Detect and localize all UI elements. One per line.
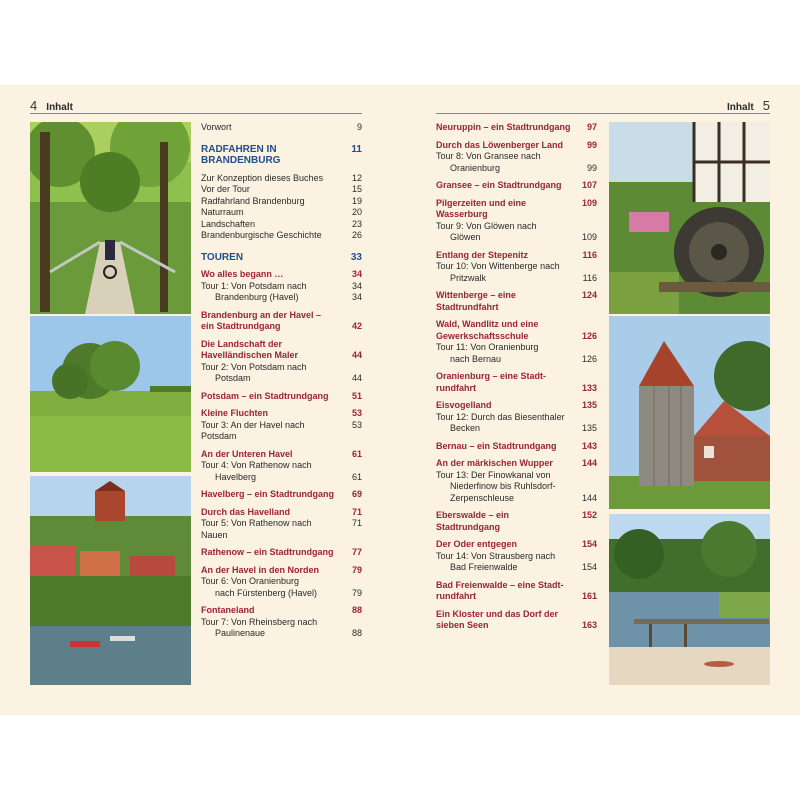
right-page bbox=[400, 85, 800, 715]
right-header bbox=[721, 98, 770, 113]
toc-entry[interactable]: Tour 3: An der Havel nach Potsdam 53 bbox=[201, 419, 362, 441]
toc-entry[interactable]: Landschaften 23 bbox=[201, 218, 362, 229]
photo-lake bbox=[609, 514, 770, 685]
toc-entry[interactable]: Glöwen 109 bbox=[450, 232, 597, 242]
toc-chapter[interactable]: Die Landschaft der bbox=[201, 338, 283, 349]
toc-entry[interactable]: Tour 9: Von Glöwen nach bbox=[436, 220, 537, 231]
photo-havelberg bbox=[30, 476, 191, 685]
toc-chapter[interactable]: rundfahrt 161 bbox=[436, 591, 597, 601]
toc-entry[interactable]: Tour 4: Von Rathenow nach bbox=[201, 460, 312, 470]
photo-meadow bbox=[30, 316, 191, 472]
toc-entry[interactable]: Havelberg 61 bbox=[215, 471, 362, 482]
toc-chapter[interactable]: An der Havel in den Norden 79 bbox=[201, 564, 362, 575]
toc-entry[interactable]: Bad Freienwalde 154 bbox=[450, 562, 597, 572]
toc-entry[interactable]: Becken 135 bbox=[450, 423, 597, 433]
toc-entry[interactable]: Zerpenschleuse 144 bbox=[450, 492, 597, 503]
page-number: 4 bbox=[30, 98, 38, 113]
toc-chapter[interactable]: sieben Seen 163 bbox=[436, 620, 597, 630]
header-rule bbox=[436, 113, 770, 114]
toc-entry[interactable]: nach Bernau 126 bbox=[450, 353, 597, 364]
toc-chapter[interactable]: Eberswalde – ein Stadtrundgang 152 bbox=[436, 510, 597, 532]
toc-section[interactable]: RADFAHREN IN BRANDENBURG 11 bbox=[201, 143, 362, 166]
photo-bike-path bbox=[30, 122, 191, 314]
toc-chapter[interactable]: Havelberg – ein Stadtrundgang 69 bbox=[201, 489, 362, 499]
left-page bbox=[0, 85, 400, 715]
toc-entry[interactable]: Tour 7: Von Rheinsberg nach bbox=[201, 616, 318, 627]
toc-entry[interactable]: Tour 8: Von Gransee nach bbox=[436, 151, 541, 161]
toc-entry[interactable]: Vor der Tour 15 bbox=[201, 184, 362, 194]
toc-chapter[interactable]: Rathenow – ein Stadtrundgang 77 bbox=[201, 547, 362, 557]
page-number: 5 bbox=[762, 98, 770, 113]
photo-water-mill bbox=[609, 122, 770, 314]
toc-chapter[interactable]: Pilgerzeiten und eine Wasserburg 109 bbox=[436, 197, 597, 219]
toc-entry[interactable]: Potsdam 44 bbox=[215, 373, 362, 383]
toc-entry[interactable]: Niederfinow bis Ruhlsdorf- bbox=[450, 481, 556, 491]
photo-wooden-tower bbox=[609, 316, 770, 509]
toc-entry[interactable]: Oranienburg 99 bbox=[450, 162, 597, 173]
toc-section[interactable]: TOUREN 33 bbox=[201, 251, 362, 263]
book-spread bbox=[0, 85, 800, 715]
toc-entry[interactable]: Tour 5: Von Rathenow nach Nauen 71 bbox=[201, 518, 362, 540]
toc-entry[interactable]: Brandenburg (Havel) 34 bbox=[215, 292, 362, 302]
toc-chapter[interactable]: Entlang der Stepenitz 116 bbox=[436, 249, 597, 260]
toc-entry[interactable]: Tour 2: Von Potsdam nach bbox=[201, 361, 307, 372]
toc-chapter[interactable]: Gransee – ein Stadtrundgang 107 bbox=[436, 180, 597, 190]
right-toc bbox=[436, 122, 597, 632]
toc-chapter[interactable]: Der Oder entgegen 154 bbox=[436, 539, 597, 549]
toc-chapter[interactable]: Neuruppin – ein Stadtrundgang 97 bbox=[436, 122, 597, 132]
toc-entry[interactable]: Zur Konzeption dieses Buches 12 bbox=[201, 172, 362, 183]
toc-chapter[interactable]: Potsdam – ein Stadtrundgang 51 bbox=[201, 390, 362, 401]
toc-entry[interactable]: Tour 14: Von Strausberg nach bbox=[436, 550, 556, 561]
toc-chapter[interactable]: Havelländischen Maler 44 bbox=[201, 350, 362, 360]
toc-entry[interactable]: Vorwort 9 bbox=[201, 122, 362, 132]
toc-entry[interactable]: Tour 10: Von Wittenberge nach bbox=[436, 261, 560, 271]
toc-entry[interactable]: Tour 11: Von Oranienburg bbox=[436, 342, 539, 352]
toc-chapter[interactable]: Bernau – ein Stadtrundgang 143 bbox=[436, 440, 597, 451]
left-header bbox=[30, 98, 79, 113]
toc-entry[interactable]: Brandenburgische Geschichte 26 bbox=[201, 230, 362, 240]
toc-chapter[interactable]: rundfahrt 133 bbox=[436, 382, 597, 393]
toc-chapter[interactable]: Brandenburg an der Havel – bbox=[201, 309, 322, 320]
toc-chapter[interactable]: Wo alles begann … 34 bbox=[201, 269, 362, 279]
toc-chapter[interactable]: Wittenberge – eine Stadtrundfahrt 124 bbox=[436, 290, 597, 312]
toc-entry[interactable]: Tour 1: Von Potsdam nach 34 bbox=[201, 280, 362, 291]
header-title: Inhalt bbox=[727, 102, 754, 113]
toc-chapter[interactable]: Eisvogelland 135 bbox=[436, 400, 597, 410]
toc-chapter[interactable]: An der Unteren Havel 61 bbox=[201, 448, 362, 459]
toc-entry[interactable]: nach Fürstenberg (Havel) 79 bbox=[215, 587, 362, 598]
toc-chapter[interactable]: Gewerkschaftsschule 126 bbox=[436, 330, 597, 341]
header-title: Inhalt bbox=[46, 102, 73, 113]
toc-entry[interactable]: Radfahrland Brandenburg 19 bbox=[201, 195, 362, 206]
toc-chapter[interactable]: Oranienburg – eine Stadt- bbox=[436, 371, 547, 381]
toc-chapter[interactable]: Wald, Wandlitz und eine bbox=[436, 319, 539, 329]
toc-chapter[interactable]: Durch das Löwenberger Land 99 bbox=[436, 139, 597, 150]
toc-entry[interactable]: Pritzwalk 116 bbox=[450, 272, 597, 283]
toc-chapter[interactable]: Kleine Fluchten 53 bbox=[201, 408, 362, 418]
toc-entry[interactable]: Tour 12: Durch das Biesenthaler bbox=[436, 411, 565, 422]
toc-entry[interactable]: Tour 6: Von Oranienburg bbox=[201, 576, 300, 586]
toc-chapter[interactable]: Ein Kloster und das Dorf der bbox=[436, 608, 559, 619]
toc-entry[interactable]: Naturraum 20 bbox=[201, 207, 362, 217]
toc-chapter[interactable]: An der märkischen Wupper 144 bbox=[436, 458, 597, 468]
left-toc bbox=[201, 122, 362, 640]
toc-chapter[interactable]: Fontaneland 88 bbox=[201, 605, 362, 615]
toc-chapter[interactable]: Bad Freienwalde – eine Stadt- bbox=[436, 579, 564, 590]
toc-entry[interactable]: Paulinenaue 88 bbox=[215, 628, 362, 638]
toc-chapter[interactable]: ein Stadtrundgang 42 bbox=[201, 321, 362, 331]
toc-entry[interactable]: Tour 13: Der Finowkanal von bbox=[436, 469, 551, 480]
toc-chapter[interactable]: Durch das Havelland 71 bbox=[201, 506, 362, 517]
header-rule bbox=[30, 113, 362, 114]
